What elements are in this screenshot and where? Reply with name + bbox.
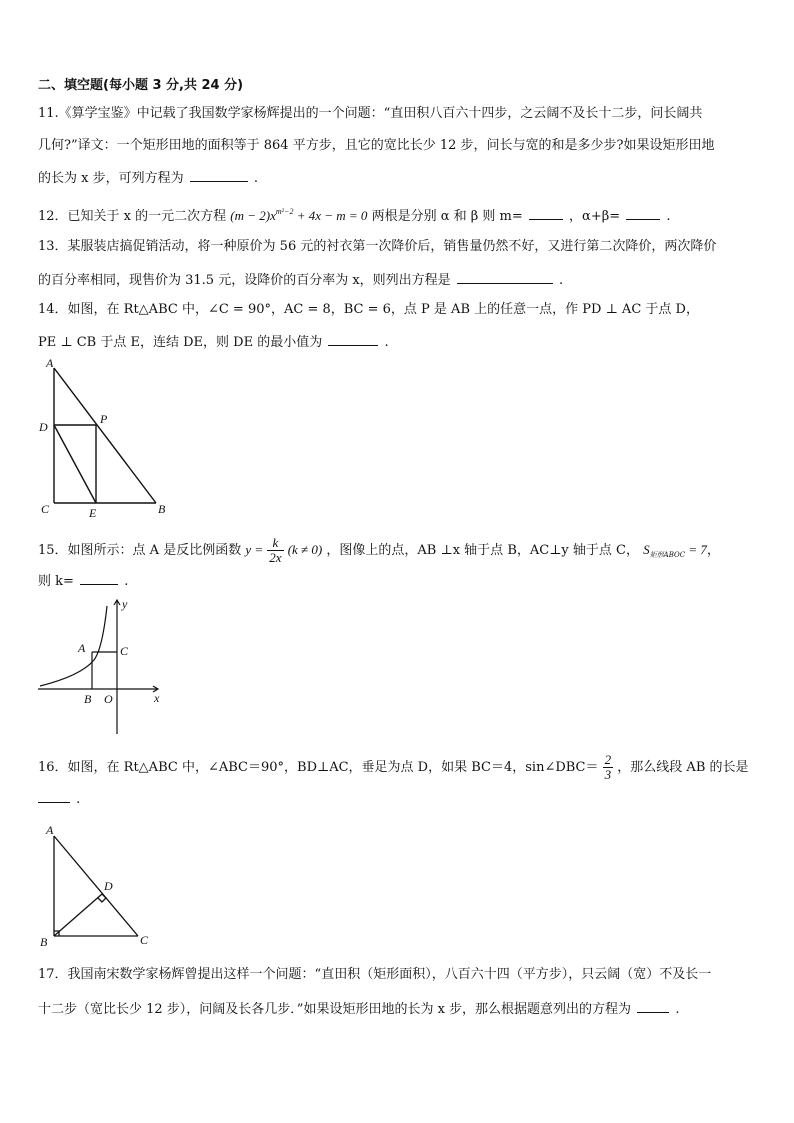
q14-label-b: B bbox=[158, 502, 166, 516]
q15-s-end: ， bbox=[706, 543, 720, 558]
q11-line3-text: 的长为 x 步，可列方程为 bbox=[38, 171, 184, 186]
q16-answer-blank[interactable] bbox=[38, 789, 70, 803]
q14-line1: 14．如图，在 Rt△ABC 中，∠C = 90°，AC = 8，BC = 6，点 P 是 AB 上的任意一点，作 PD ⊥ AC 于点 D， bbox=[38, 302, 699, 317]
q16-label-a: A bbox=[46, 823, 54, 837]
q15-prefix: 15．如图所示：点 A 是反比例函数 bbox=[38, 543, 242, 558]
q12-end: . bbox=[666, 209, 671, 224]
q12-mid2: ，α+β= bbox=[569, 209, 621, 224]
q15-label-a: A bbox=[78, 641, 86, 655]
q15-line1 bbox=[38, 536, 720, 565]
q16-frac-den: 3 bbox=[604, 767, 612, 782]
q15-y-eq: y = bbox=[245, 542, 264, 557]
q15-answer-blank[interactable] bbox=[80, 571, 118, 585]
q14-line2-text: PE ⊥ CB 于点 E，连结 DE，则 DE 的最小值为 bbox=[38, 335, 323, 350]
q11-line3 bbox=[38, 168, 258, 188]
q12-prefix: 12．已知关于 x 的一元二次方程 bbox=[38, 209, 227, 224]
q14-side-ab bbox=[54, 368, 156, 503]
q16-fraction bbox=[603, 753, 614, 782]
q14-answer-blank[interactable] bbox=[328, 332, 378, 346]
q14-label-d: D bbox=[39, 420, 48, 434]
section-title: 二、填空题(每小题 3 分,共 24 分) bbox=[38, 78, 244, 93]
q16-suffix: ，那么线段 AB 的长是 bbox=[617, 760, 749, 775]
q15-hyperbola-curve bbox=[40, 606, 107, 686]
q14-label-e: E bbox=[89, 506, 97, 520]
q15-label-b: B bbox=[84, 692, 92, 706]
q13-line1: 13．某服装店搞促销活动，将一种原价为 56 元的衬衣第一次降价后，销售量仍然不好，又进行第二次降价，两次降价 bbox=[38, 239, 717, 254]
q13-line2 bbox=[38, 270, 563, 290]
q16-line2-end: . bbox=[76, 792, 81, 807]
q15-condition: (k ≠ 0) bbox=[287, 542, 323, 557]
q15-frac-num: k bbox=[267, 536, 283, 551]
q13-line2-end: . bbox=[558, 273, 564, 288]
q15-fraction bbox=[267, 536, 283, 565]
q15-line2-end: . bbox=[124, 574, 129, 589]
q14-label-p: P bbox=[100, 412, 108, 426]
q15-frac-den: 2x bbox=[269, 550, 282, 565]
q16-label-d: D bbox=[104, 879, 113, 893]
q16-prefix: 16．如图，在 Rt△ABC 中，∠ABC＝90°，BD⊥AC，垂足为点 D，如果 BC＝4，sin∠DBC＝ bbox=[38, 760, 599, 775]
q15-s-sub: 矩形ABOC bbox=[649, 551, 686, 559]
q16-triangle-figure bbox=[34, 818, 164, 950]
q12-eq-b: + 4x − m = 0 bbox=[293, 208, 368, 223]
q14-label-c: C bbox=[41, 502, 50, 516]
q15-mid: ，图像上的点，AB ⊥x 轴于点 B，AC⊥y 轴于点 C， bbox=[326, 543, 639, 558]
q15-line2-text: 则 k= bbox=[38, 574, 74, 589]
q12-m-blank[interactable] bbox=[529, 206, 563, 220]
q11-line3-end: . bbox=[253, 171, 259, 186]
q12-mid: 两根是分别 α 和 β 则 m= bbox=[371, 209, 523, 224]
q14-segment-de bbox=[54, 425, 96, 503]
q16-side-ac bbox=[54, 836, 138, 936]
q15-s-label: S bbox=[643, 542, 650, 557]
q17-answer-blank[interactable] bbox=[637, 999, 669, 1013]
q17-line2-end: . bbox=[675, 1002, 680, 1017]
q12-line bbox=[38, 203, 671, 226]
q15-label-o: O bbox=[104, 692, 113, 706]
q16-line2 bbox=[38, 789, 80, 809]
q13-line2-text: 的百分率相同，现售价为 31.5 元，设降价的百分率为 x，则列出方程是 bbox=[38, 273, 451, 288]
q11-line1: 11.《算学宝鉴》中记载了我国数学家杨辉提出的一个问题：“直田积八百六十四步，之云阔不及长十二步，问长阔共 bbox=[38, 106, 703, 121]
q15-line2 bbox=[38, 571, 128, 591]
q12-eq-exp: m²−2 bbox=[275, 207, 294, 216]
q13-answer-blank[interactable] bbox=[457, 270, 553, 284]
q16-frac-num: 2 bbox=[604, 752, 612, 767]
q15-s-value: = 7 bbox=[685, 542, 707, 557]
q14-label-a: A bbox=[46, 356, 54, 370]
q11-answer-blank[interactable] bbox=[190, 168, 248, 182]
q12-sum-blank[interactable] bbox=[626, 206, 660, 220]
q15-label-y: y bbox=[122, 597, 128, 611]
q15-label-x: x bbox=[154, 691, 160, 705]
q16-right-angle-d bbox=[98, 894, 106, 902]
q14-line2-end: . bbox=[384, 335, 389, 350]
q17-line1: 17．我国南宋数学家杨辉曾提出这样一个问题：“直田积（矩形面积），八百六十四（平方步），只云阔（宽）不及长一 bbox=[38, 967, 712, 982]
q16-segment-bd bbox=[54, 894, 102, 936]
q11-line2: 几何?”译文：一个矩形田地的面积等于 864 平方步，且它的宽比长少 12 步，问长与宽的和是多少步?如果设矩形田地 bbox=[38, 138, 715, 153]
q15-graph-figure bbox=[34, 594, 174, 739]
q16-label-c: C bbox=[140, 933, 149, 947]
q17-line2 bbox=[38, 999, 679, 1019]
q15-label-c: C bbox=[120, 644, 129, 658]
q14-triangle-figure bbox=[34, 355, 174, 520]
q14-line2 bbox=[38, 332, 389, 352]
q12-eq-a: (m − 2)x bbox=[230, 208, 276, 223]
q16-line1 bbox=[38, 753, 749, 782]
q17-line2-text: 十二步（宽比长少 12 步），问阔及长各几步．”如果设矩形田地的长为 x 步，那么根据题意列出的方程为 bbox=[38, 1002, 632, 1017]
q16-label-b: B bbox=[40, 935, 48, 949]
